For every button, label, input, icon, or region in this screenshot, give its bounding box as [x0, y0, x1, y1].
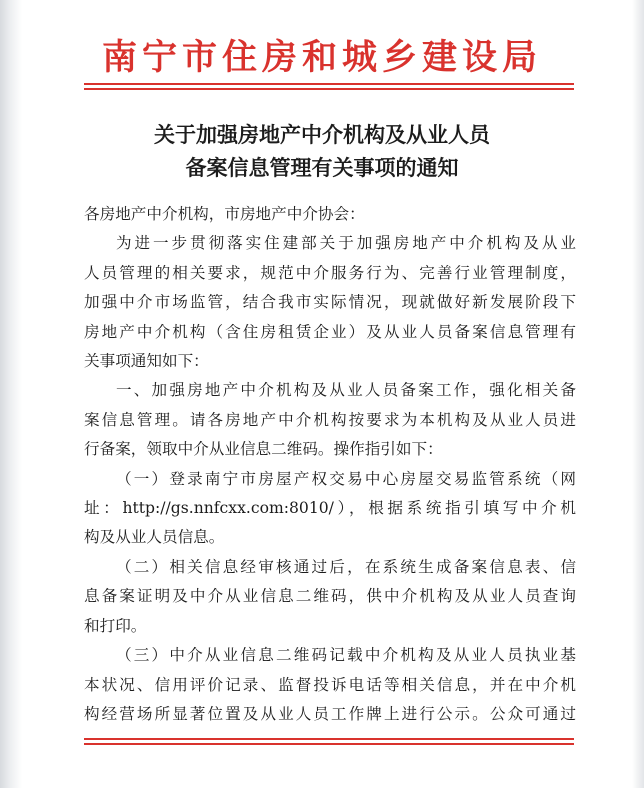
paragraph-line: 行备案，领取中介从业信息二维码。操作指引如下：: [84, 440, 443, 459]
document-title: [60, 118, 584, 184]
paragraph-line: 案信息管理。请各房地产中介机构按要求为本机构及从业人员进: [84, 410, 576, 429]
document-body: [84, 200, 576, 729]
document-title-line: 备案信息管理有关事项的通知: [185, 155, 459, 180]
paragraph-line: 加强中介市场监管，结合我市实际情况，现就做好新发展阶段下: [84, 293, 576, 312]
document-title-line: 关于加强房地产中介机构及从业人员: [154, 122, 490, 147]
paragraph-line: 本状况、信用评价记录、监督投诉电话等相关信息，并在中介机: [84, 675, 576, 694]
letterhead-red-rule: [84, 83, 574, 85]
salutation: 各房地产中介机构，市房地产中介协会：: [84, 205, 365, 223]
paragraph-line: 构经营场所显著位置及从业人员工作牌上进行公示。公众可通过: [84, 704, 576, 723]
paragraph-line: 构及从业人员信息。: [84, 528, 225, 547]
paragraph-line: 为进一步贯彻落实住建部关于加强房地产中介机构及从业: [116, 234, 576, 253]
letterhead-org-name: 南宁市住房和城乡建设局: [101, 37, 542, 78]
paragraph-line: 址：http://gs.nnfcxx.com:8010/），根据系统指引填写中介机: [84, 499, 576, 518]
paragraph-line: 和打印。: [84, 616, 147, 635]
paragraph-line: 关事项通知如下：: [84, 352, 209, 371]
letterhead-red-rule: [84, 88, 574, 90]
paragraph-line: 一、加强房地产中介机构及从业人员备案工作，强化相关备: [116, 381, 576, 400]
paragraph-line: 房地产中介机构（含住房租赁企业）及从业人员备案信息管理有: [84, 322, 576, 341]
paragraph-line: 人员管理的相关要求，规范中介服务行为、完善行业管理制度，: [84, 263, 576, 282]
paragraph-line: （二）相关信息经审核通过后，在系统生成备案信息表、信: [116, 557, 576, 576]
footer-red-rule: [84, 743, 574, 745]
paragraph-line: （一）登录南宁市房屋产权交易中心房屋交易监管系统（网: [116, 469, 576, 488]
paragraph-line: 息备案证明及中介从业信息二维码，供中介机构及从业人员查询: [84, 587, 576, 606]
footer-red-rule: [84, 738, 574, 740]
paragraph-line: （三）中介从业信息二维码记载中介机构及从业人员执业基: [116, 646, 576, 665]
